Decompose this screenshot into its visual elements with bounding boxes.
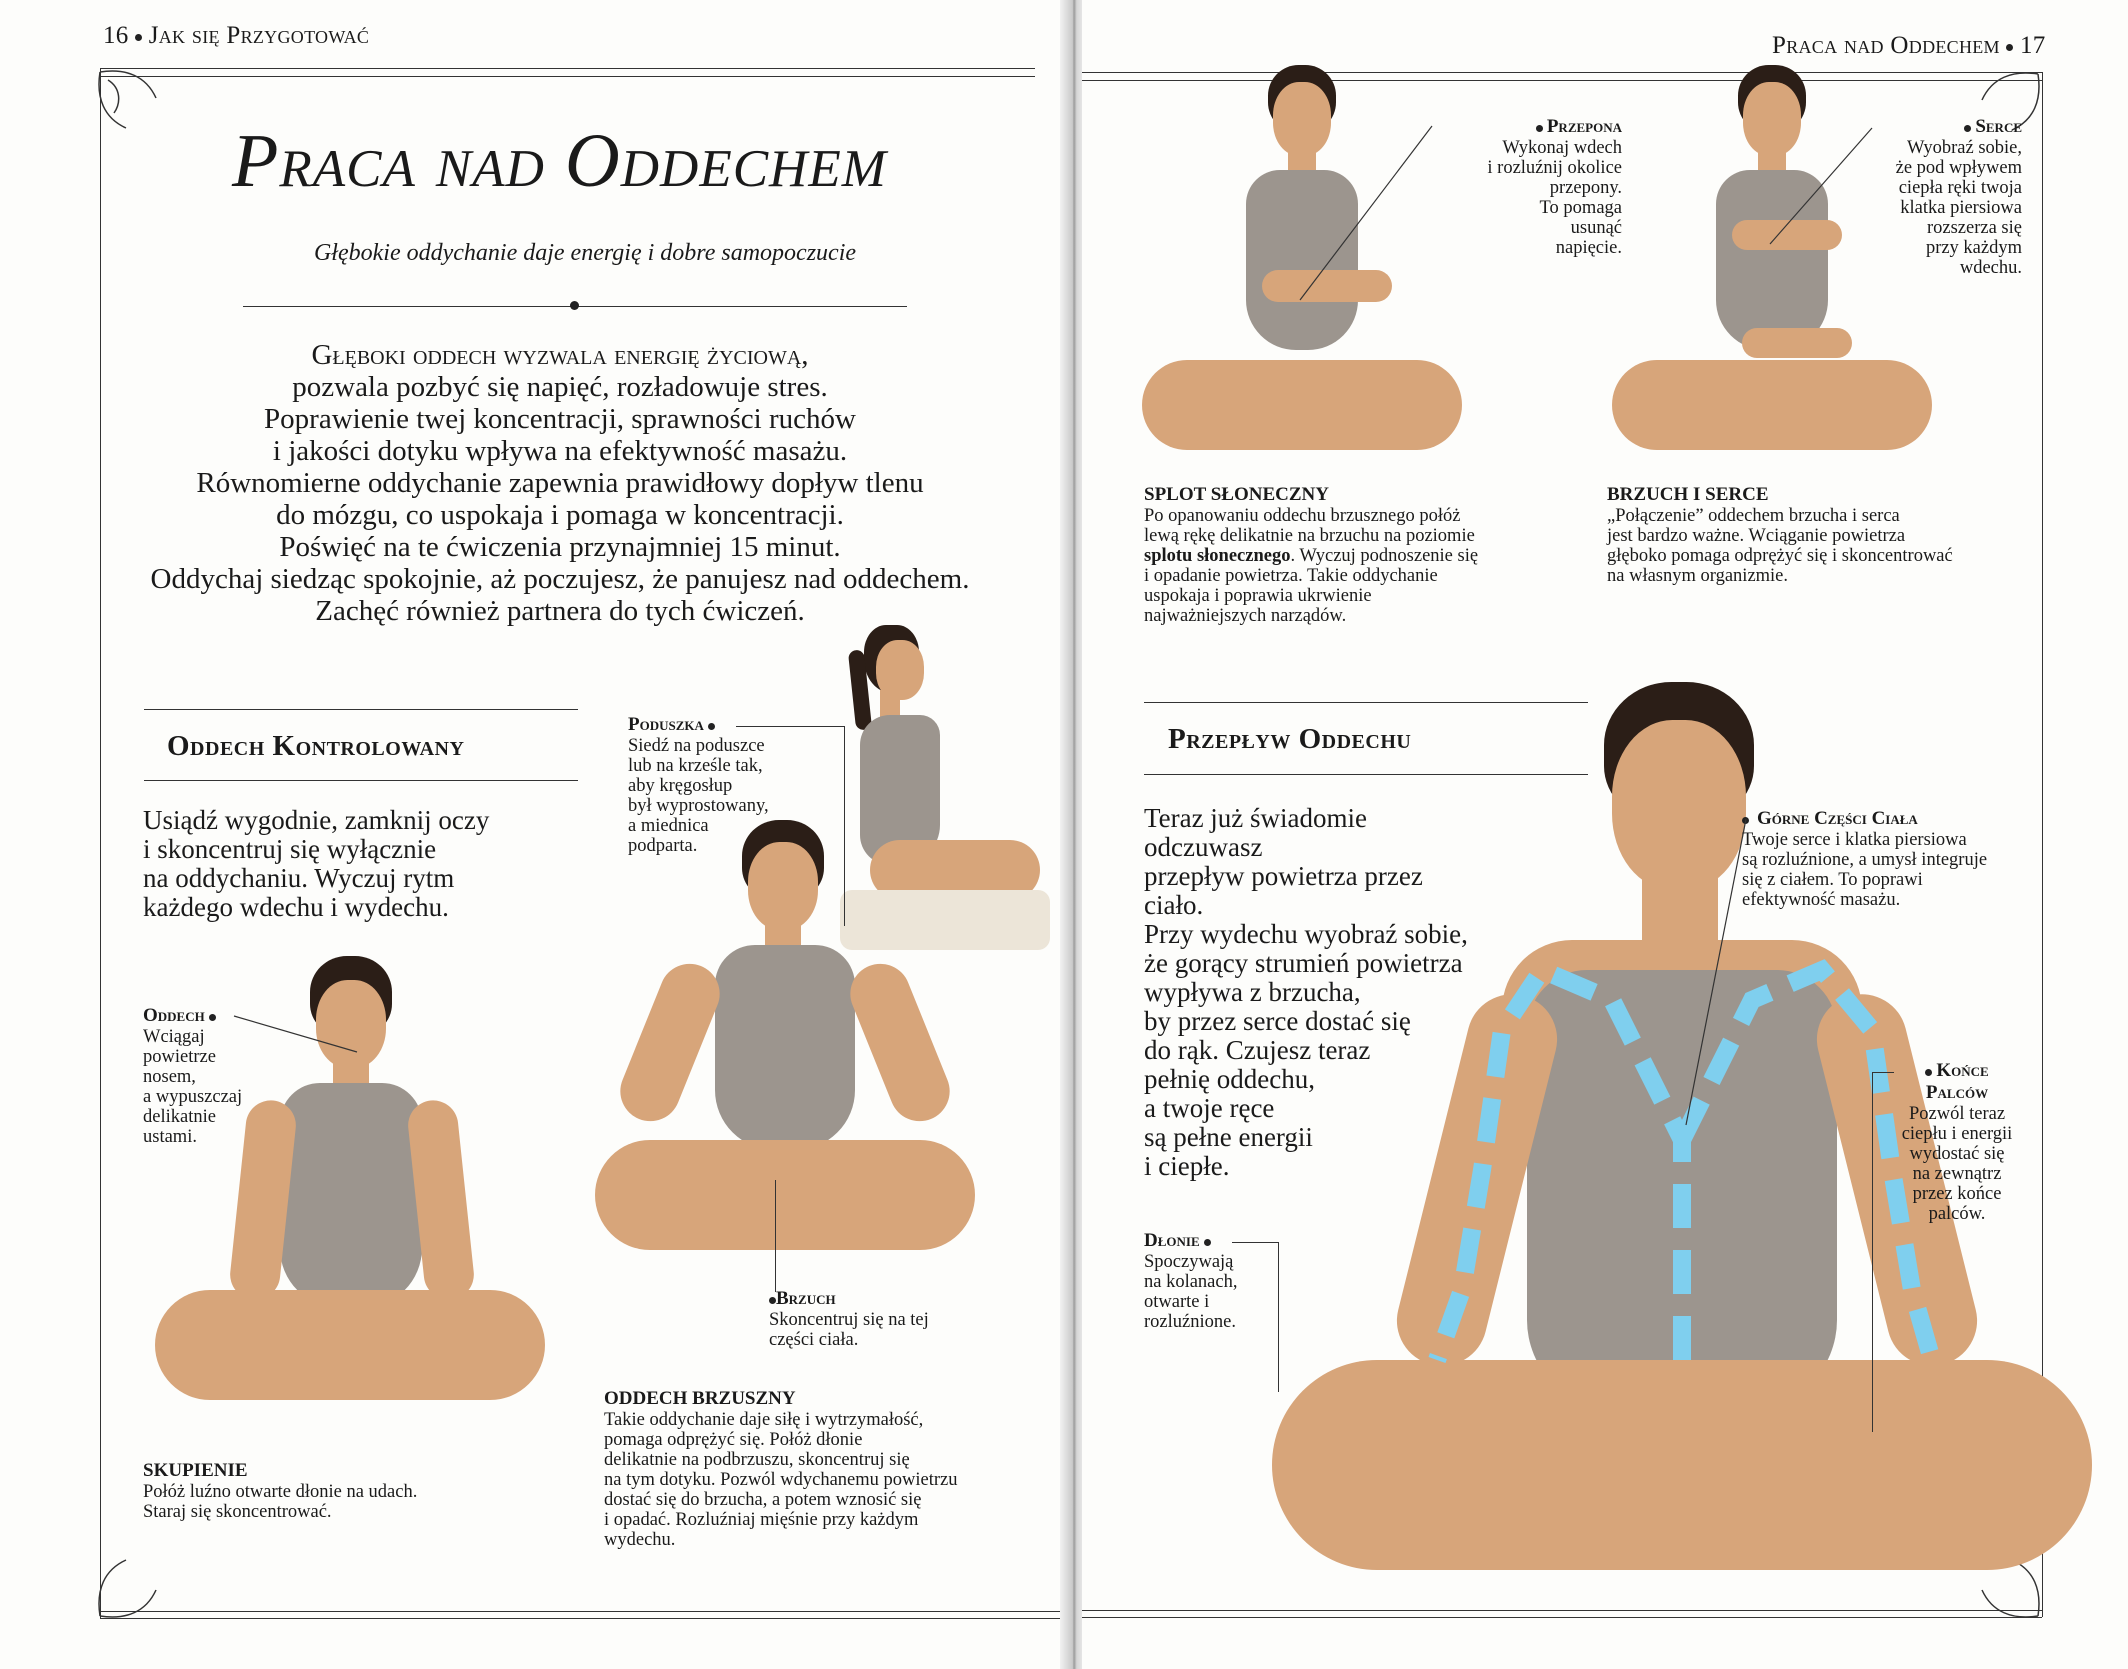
page-subtitle: Głębokie oddychanie daje energię i dobre samopoczucie [313,240,857,266]
callout-konce: Końce Palców Pozwól teraz ciepłu i energii wydostać się na zewnątrz przez końce palców. [1901,1060,2013,1224]
section-rule-bottom [144,780,578,781]
divider-dot [570,301,579,310]
intro-line: Równomierne oddychanie zapewnia prawidłowy dopływ tlenu [196,467,924,499]
frame-left-rule [100,68,101,1618]
leader-line [1682,815,1752,1135]
left-running-head: 16 Jak się Przygotować [103,22,370,49]
callout-przepona: Przepona Wykonaj wdech i rozluźnij okolice przepony. To pomaga usunąć napięcie. [1487,116,1622,258]
leader-line [1278,1242,1279,1392]
leader-line [844,726,845,926]
callout-brzuch: Brzuch Skoncentruj się na tej części ciała. [769,1288,929,1350]
corner-ornament-icon [86,58,176,148]
caption-brzuch-serce: BRZUCH I SERCE „Połączenie” oddechem brzucha i serca jest bardzo ważne. Wciąganie powietrza głęboko pomaga odprężyć się i skoncentrować na własnym organizmie. [1607,484,1953,586]
leader-line [1872,1072,1894,1073]
right-page [1082,0,2128,1669]
page-title: Praca nad Oddechem [232,119,887,203]
intro-line: Głęboki oddech wyzwala energię życiową, [311,339,809,371]
caption-oddech-brzuszny: ODDECH BRZUSZNY Takie oddychanie daje siłę i wytrzymałość, pomaga odprężyć się. Połóż dłonie delikatnie na podbrzuszu, skoncentruj się na tym dotyku. Pozwól wdychanemu powietrzu dostać się do brzucha, a potem wznosić się i opadać. Rozluźniaj mięśnie przy każdym wydechu. [604,1388,958,1550]
intro-line: Oddychaj siedząc spokojnie, aż poczujesz, że panujesz nad oddechem. [150,563,970,595]
section-body-2: Teraz już świadomie odczuwasz przepływ powietrza przez ciało. Przy wydechu wyobraź sobie, że gorący strumień powietrza wypływa z brzucha, by przez serce dostać się do rąk. Czujesz teraz pełnię oddechu, a twoje ręce są pełne energii i ciepłe. [1144,803,1468,1181]
leader-line [736,726,844,727]
right-running-head: Praca nad Oddechem 17 [1772,32,2046,59]
leader-line [1292,120,1442,310]
section-heading-2: Przepływ Oddechu [1168,723,1412,755]
intro-line: Poprawienie twej koncentracji, sprawności ruchów [264,403,856,435]
caption-skupienie: SKUPIENIE Połóż luźno otwarte dłonie na udach. Staraj się skoncentrować. [143,1460,418,1522]
section-heading: Oddech Kontrolowany [167,730,465,762]
intro-line: Poświęć na te ćwiczenia przynajmniej 15 minut. [279,531,841,563]
photo-belly-breathing [585,820,985,1280]
frame-top-rule [100,68,1035,69]
intro-line: pozwala pozbyć się napięć, rozładowuje stres. [292,371,828,403]
leader-line [1232,1242,1278,1243]
leader-line [1872,1072,1873,1432]
intro-line: Zachęć również partnera do tych ćwiczeń. [315,595,805,627]
section-body: Usiądź wygodnie, zamknij oczy i skoncentruj się wyłącznie na oddychaniu. Wyczuj rytm każdego wdechu i wydechu. [143,805,490,922]
callout-oddech: Oddech Wciągaj powietrze nosem, a wypuszczaj delikatnie ustami. [143,1005,243,1147]
section-rule-top [144,709,578,710]
frame-bottom-rule [100,1618,1060,1619]
frame-bottom-rule-2 [1082,1610,2042,1611]
intro-paragraph [120,339,1000,627]
intro-line: do mózgu, co uspokaja i pomaga w koncentracji. [276,499,844,531]
corner-ornament-icon [86,1540,176,1630]
caption-splot: SPLOT SŁONECZNY Po opanowaniu oddechu brzusznego połóż lewą rękę delikatnie na brzuchu na poziomie splotu słonecznego. Wyczuj podnoszenie się i opadanie powietrza. Takie oddychanie uspokaja i poprawia ukrwienie najważniejszych narządów. [1144,484,1479,626]
callout-gorne: Górne Części Ciała Twoje serce i klatka piersiowa są rozluźnione, a umysł integruje się z ciałem. To poprawi efektywność masażu. [1742,808,1988,910]
leader-line [232,1010,362,1060]
frame-bottom-rule [1082,1617,2042,1618]
callout-dlonie: Dłonie Spoczywają na kolanach, otwarte i rozluźnione. [1144,1230,1238,1332]
leader-line [775,1180,776,1292]
callout-poduszka: Poduszka Siedź na poduszce lub na krześle tak, aby kręgosłup był wyprostowany, a miednica podparta. [628,714,769,856]
leader-line [1762,122,1882,252]
frame-top-rule-2 [100,76,1035,77]
intro-line: i jakości dotyku wpływa na efektywność masażu. [272,435,848,467]
frame-bottom-rule-2 [100,1611,1060,1612]
callout-serce: Serce Wyobraź sobie, że pod wpływem ciepła ręki twoja klatka piersiowa rozszerza się przy każdym wdechu. [1895,116,2022,278]
